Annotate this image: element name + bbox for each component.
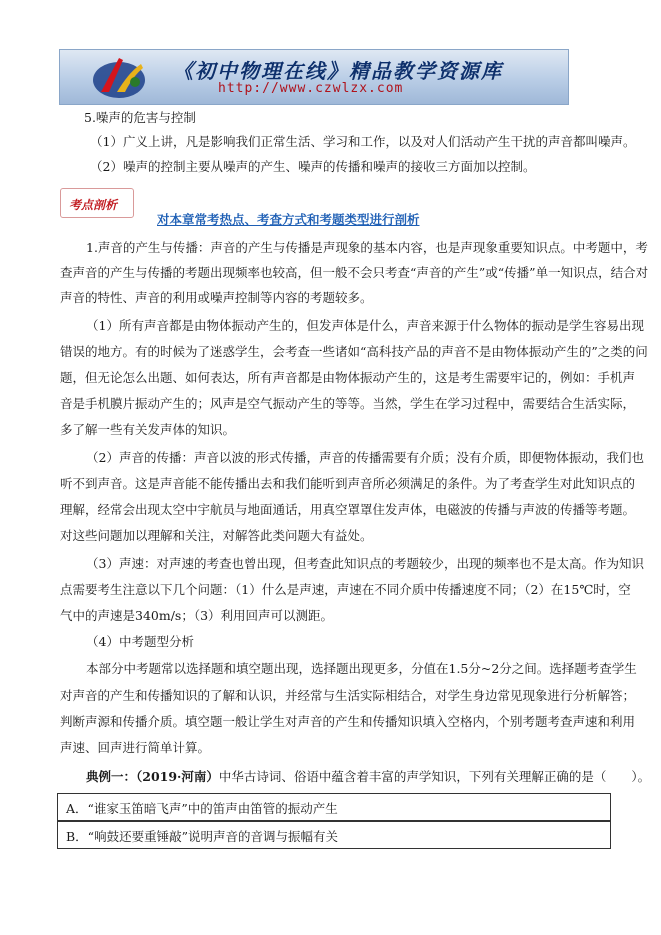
banner-url[interactable]: http://www.czwlzx.com [218,81,404,96]
paragraph-line: （2）声音的传播：声音以波的形式传播，声音的传播需要有介质；没有介质，即便物体振动，我们也 [86,450,644,465]
option-b[interactable] [57,821,611,849]
paragraph-line: 气中的声速是340m/s；（3）利用回声可以测距。 [60,608,334,623]
paragraph-line: 声速、回声进行简单计算。 [60,740,211,755]
example-source: （2019·河南） [136,769,219,784]
example-question [86,769,650,785]
paragraph-line: 1.声音的产生与传播：声音的产生与传播是声现象的基本内容，也是声现象重要知识点。中考题中，考 [86,240,648,255]
paragraph-line: 判断声源和传播介质。填空题一般让学生对声音的产生和传播知识填入空格内，个别考题考查声速和利用 [60,714,636,729]
analysis-subtitle: 对本章常考热点、考查方式和考题类型进行剖析 [157,212,420,227]
paragraph-line: 声音的特性、声音的利用或噪声控制等内容的考题较多。 [60,290,373,305]
option-b-label: B．“响鼓还要重锤敲”说明声音的音调与振幅有关 [66,829,338,844]
paragraph-line: 多了解一些有关发声体的知识。 [60,422,236,437]
example-label: 典例一： [86,769,137,784]
example-text: 中华古诗词、俗语中蕴含着丰富的声学知识，下列有关理解正确的是（ ）。 [218,769,651,784]
section-heading: 5.噪声的危害与控制 [84,110,196,125]
analysis-tag-label: 考点剖析 [69,198,118,212]
paragraph-line: 查声音的产生与传播的考题出现频率也较高，但一般不会只考查“声音的产生”或“传播”单一知识点，结合对 [60,265,649,280]
section-item-2: （2）噪声的控制主要从噪声的产生、噪声的传播和噪声的接收三方面加以控制。 [90,159,536,174]
paragraph-line: （1）所有声音都是由物体振动产生的，但发声体是什么，声音来源于什么物体的振动是学生容易出现 [86,318,644,333]
paragraph-line: 题，但无论怎么出题、如何表达，所有声音都是由物体振动产生的，这是考生需要牢记的，例如：手机声 [60,370,636,385]
paragraph-line: 理解，经常会出现太空中宇航员与地面通话，用真空罩罩住发声体，电磁波的传播与声波的传播等考题。 [60,502,636,517]
paragraph-line: 对这些问题加以理解和关注，对解答此类问题大有益处。 [60,528,373,543]
header-banner [59,49,569,105]
option-a[interactable] [57,793,611,821]
paragraph-line: 音是手机膜片振动产生的；风声是空气振动产生的等等。当然，学生在学习过程中，需要结合生活实际， [60,396,636,411]
paragraph-line: （4）中考题型分析 [86,634,194,649]
paragraph-line: 本部分中考题常以选择题和填空题出现，选择题出现更多，分值在1.5分~2分之间。选择题考查学生 [86,661,637,676]
paragraph-line: 点需要考生注意以下几个问题：（1）什么是声速，声速在不同介质中传播速度不同；（2）在15℃时，空 [60,582,631,597]
analysis-tag [60,188,134,218]
banner-title: 《初中物理在线》精品教学资源库 [173,59,503,83]
paragraph-line: 听不到声音。这是声音能不能传播出去和我们能听到声音所必须满足的条件。为了考查学生对此知识点的 [60,476,636,491]
paragraph-line: 错误的地方。有的时候为了迷惑学生，会考查一些诸如“高科技产品的声音不是由物体振动产生的”之类的问 [60,344,648,359]
paragraph-line: （3）声速：对声速的考查也曾出现，但考查此知识点的考题较少，出现的频率也不是太高。作为知识 [86,556,644,571]
section-item-1: （1）广义上讲，凡是影响我们正常生活、学习和工作，以及对人们活动产生干扰的声音都叫噪声。 [90,134,636,149]
option-a-label: A．“谁家玉笛暗飞声”中的笛声由笛管的振动产生 [66,801,338,816]
site-logo [89,52,151,102]
paragraph-line: 对声音的产生和传播知识的了解和认识，并经常与生活实际相结合，对学生身边常见现象进行分析解答； [60,688,636,703]
